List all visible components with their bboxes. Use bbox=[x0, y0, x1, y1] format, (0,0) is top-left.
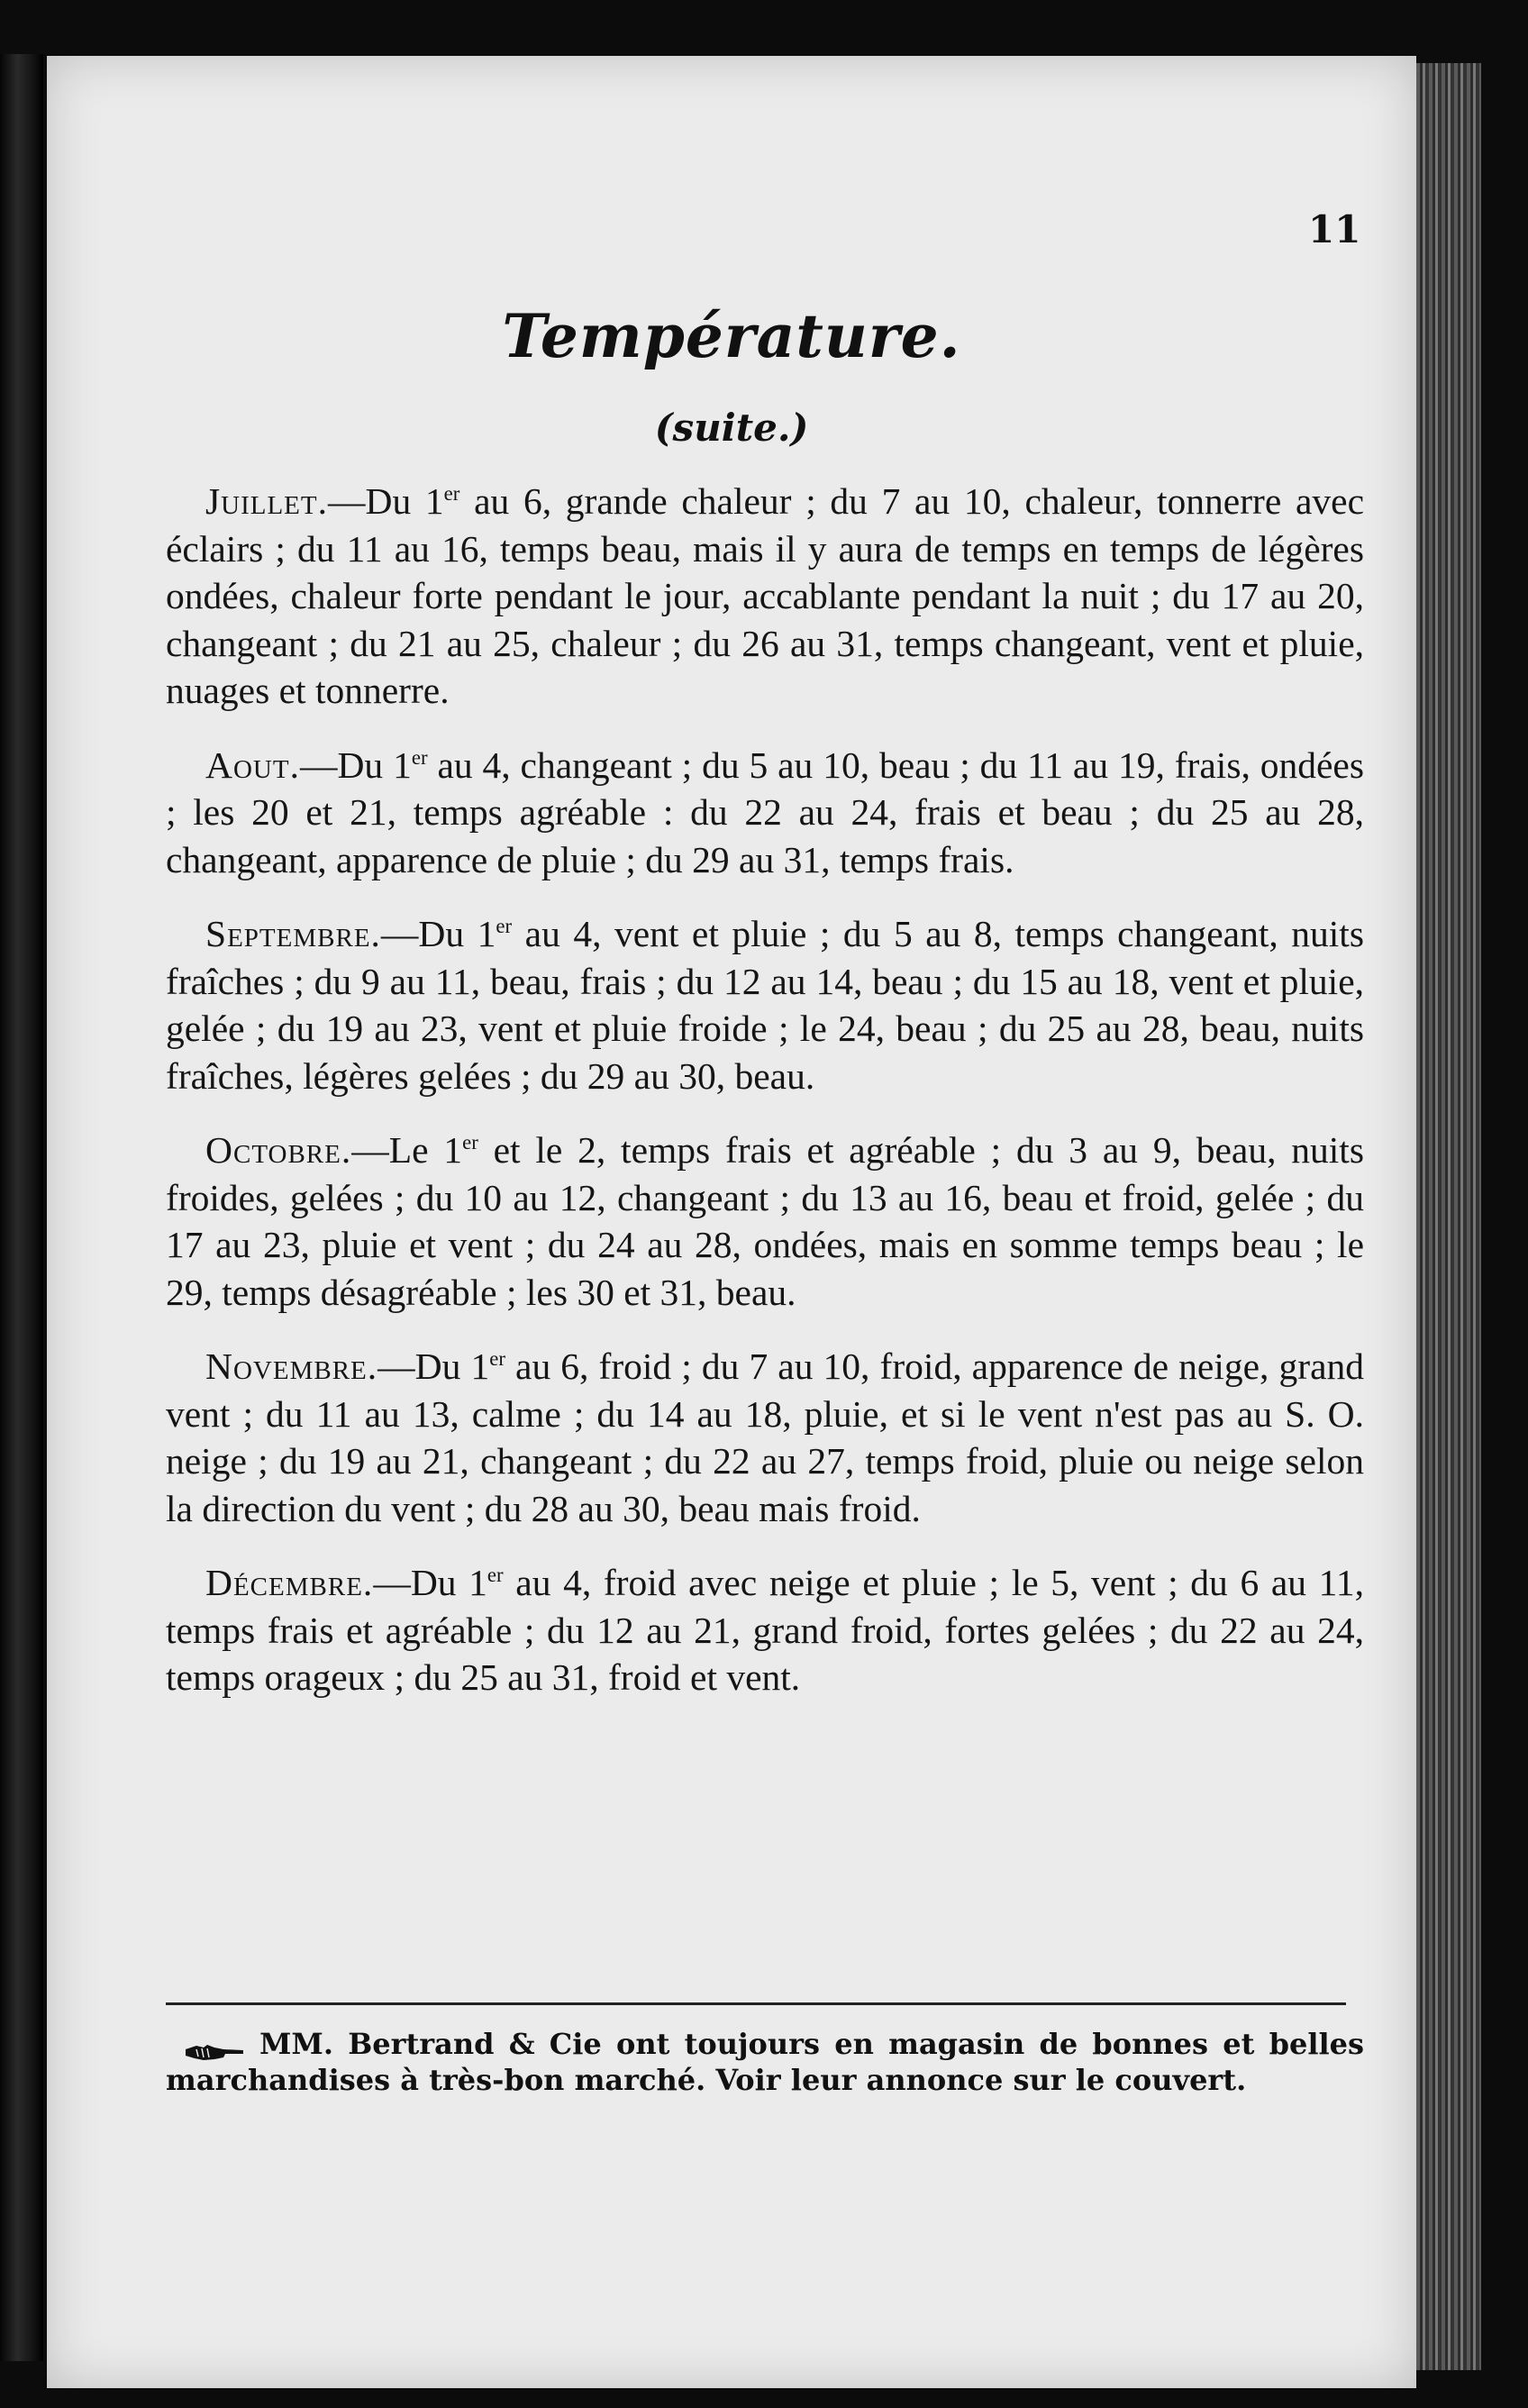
ordinal-sup: er bbox=[462, 1131, 478, 1154]
month-paragraph-octobre bbox=[166, 1126, 1364, 1316]
month-text-lead: —Du 1 bbox=[299, 743, 412, 786]
month-paragraph-aout bbox=[166, 742, 1364, 884]
page-number: 11 bbox=[1308, 207, 1361, 251]
ordinal-sup: er bbox=[487, 1564, 504, 1587]
month-text-lead: —Du 1 bbox=[377, 1345, 490, 1387]
ordinal-sup: er bbox=[496, 915, 513, 938]
month-name: Juillet. bbox=[205, 480, 328, 522]
month-name: Décembre. bbox=[205, 1562, 374, 1603]
month-text-lead: —Du 1 bbox=[380, 913, 496, 954]
month-name: Octobre. bbox=[205, 1129, 352, 1171]
month-text-lead: —Le 1 bbox=[351, 1129, 463, 1171]
month-text: au 4, changeant ; du 5 au 10, beau ; du 11 au 19, frais, ondées ; les 20 et 21, temps agréable : du 22 au 24, frais et beau ; du 25 au 28, changeant, apparence de pluie ; du 29 au 31, temps frais. bbox=[166, 743, 1364, 880]
month-text-lead: —Du 1 bbox=[327, 480, 444, 522]
month-text-lead: —Du 1 bbox=[373, 1562, 487, 1603]
page-title: Température. bbox=[502, 301, 961, 371]
month-paragraph-septembre bbox=[166, 910, 1364, 1099]
month-name: Aout. bbox=[205, 743, 300, 786]
month-text: et le 2, temps frais et agréable ; du 3 au 9, beau, nuits froides, gelées ; du 10 au 12, changeant ; du 13 au 16, beau et froid, gelée ; du 17 au 23, pluie et vent ; du 24 au 28, ondées, mais en somme temps beau ; le 29, temps désagréable ; les 30 et 31, beau. bbox=[166, 1129, 1364, 1313]
ordinal-sup: er bbox=[443, 482, 460, 506]
footer-note-text: MM. Bertrand & Cie ont toujours en magasin de bonnes et belles marchandises à très-bon marché. Voir leur annonce sur le couvert. bbox=[166, 2027, 1364, 2097]
ordinal-sup: er bbox=[489, 1347, 505, 1371]
book-page bbox=[47, 56, 1416, 2388]
month-paragraph-juillet bbox=[166, 478, 1364, 715]
month-text: au 4, vent et pluie ; du 5 au 8, temps changeant, nuits fraîches ; du 9 au 11, beau, frais ; du 12 au 14, beau ; du 15 au 18, vent et pluie, gelée ; du 19 au 23, vent et pluie froide ; le 24, beau ; du 25 au 28, beau, nuits fraîches, légères gelées ; du 29 au 30, beau. bbox=[166, 913, 1364, 1097]
footer-note bbox=[166, 2026, 1364, 2098]
pointing-hand-icon bbox=[184, 2036, 247, 2057]
book-spine-left bbox=[0, 54, 43, 2361]
month-text: au 4, froid avec neige et pluie ; le 5, vent ; du 6 au 11, temps frais et agréable ; du 12 au 21, grand froid, fortes gelées ; du 22 au 24, temps orageux ; du 25 au 31, froid et vent. bbox=[166, 1562, 1364, 1698]
month-paragraph-novembre bbox=[166, 1343, 1364, 1532]
month-text: au 6, grande chaleur ; du 7 au 10, chaleur, tonnerre avec éclairs ; du 11 au 16, temps beau, mais il y aura de temps en temps de légères ondées, chaleur forte pendant le jour, accablante pendant la nuit ; du 17 au 20, changeant ; du 21 au 25, chaleur ; du 26 au 31, temps changeant, vent et pluie, nuages et tonnerre. bbox=[166, 480, 1364, 711]
ordinal-sup: er bbox=[411, 745, 428, 769]
page-edges bbox=[1416, 63, 1481, 2370]
month-text: au 6, froid ; du 7 au 10, froid, apparence de neige, grand vent ; du 11 au 13, calme ; du 14 au 18, pluie, et si le vent n'est pas au S. O. neige ; du 19 au 21, changeant ; du 22 au 27, temps froid, pluie ou neige selon la direction du vent ; du 28 au 30, beau mais froid. bbox=[166, 1345, 1364, 1529]
page-subtitle: (suite.) bbox=[654, 406, 809, 450]
forecast-body bbox=[166, 478, 1364, 1728]
month-name: Septembre. bbox=[205, 913, 381, 954]
footer-divider bbox=[166, 2002, 1346, 2005]
month-paragraph-decembre bbox=[166, 1559, 1364, 1701]
month-name: Novembre. bbox=[205, 1345, 378, 1387]
